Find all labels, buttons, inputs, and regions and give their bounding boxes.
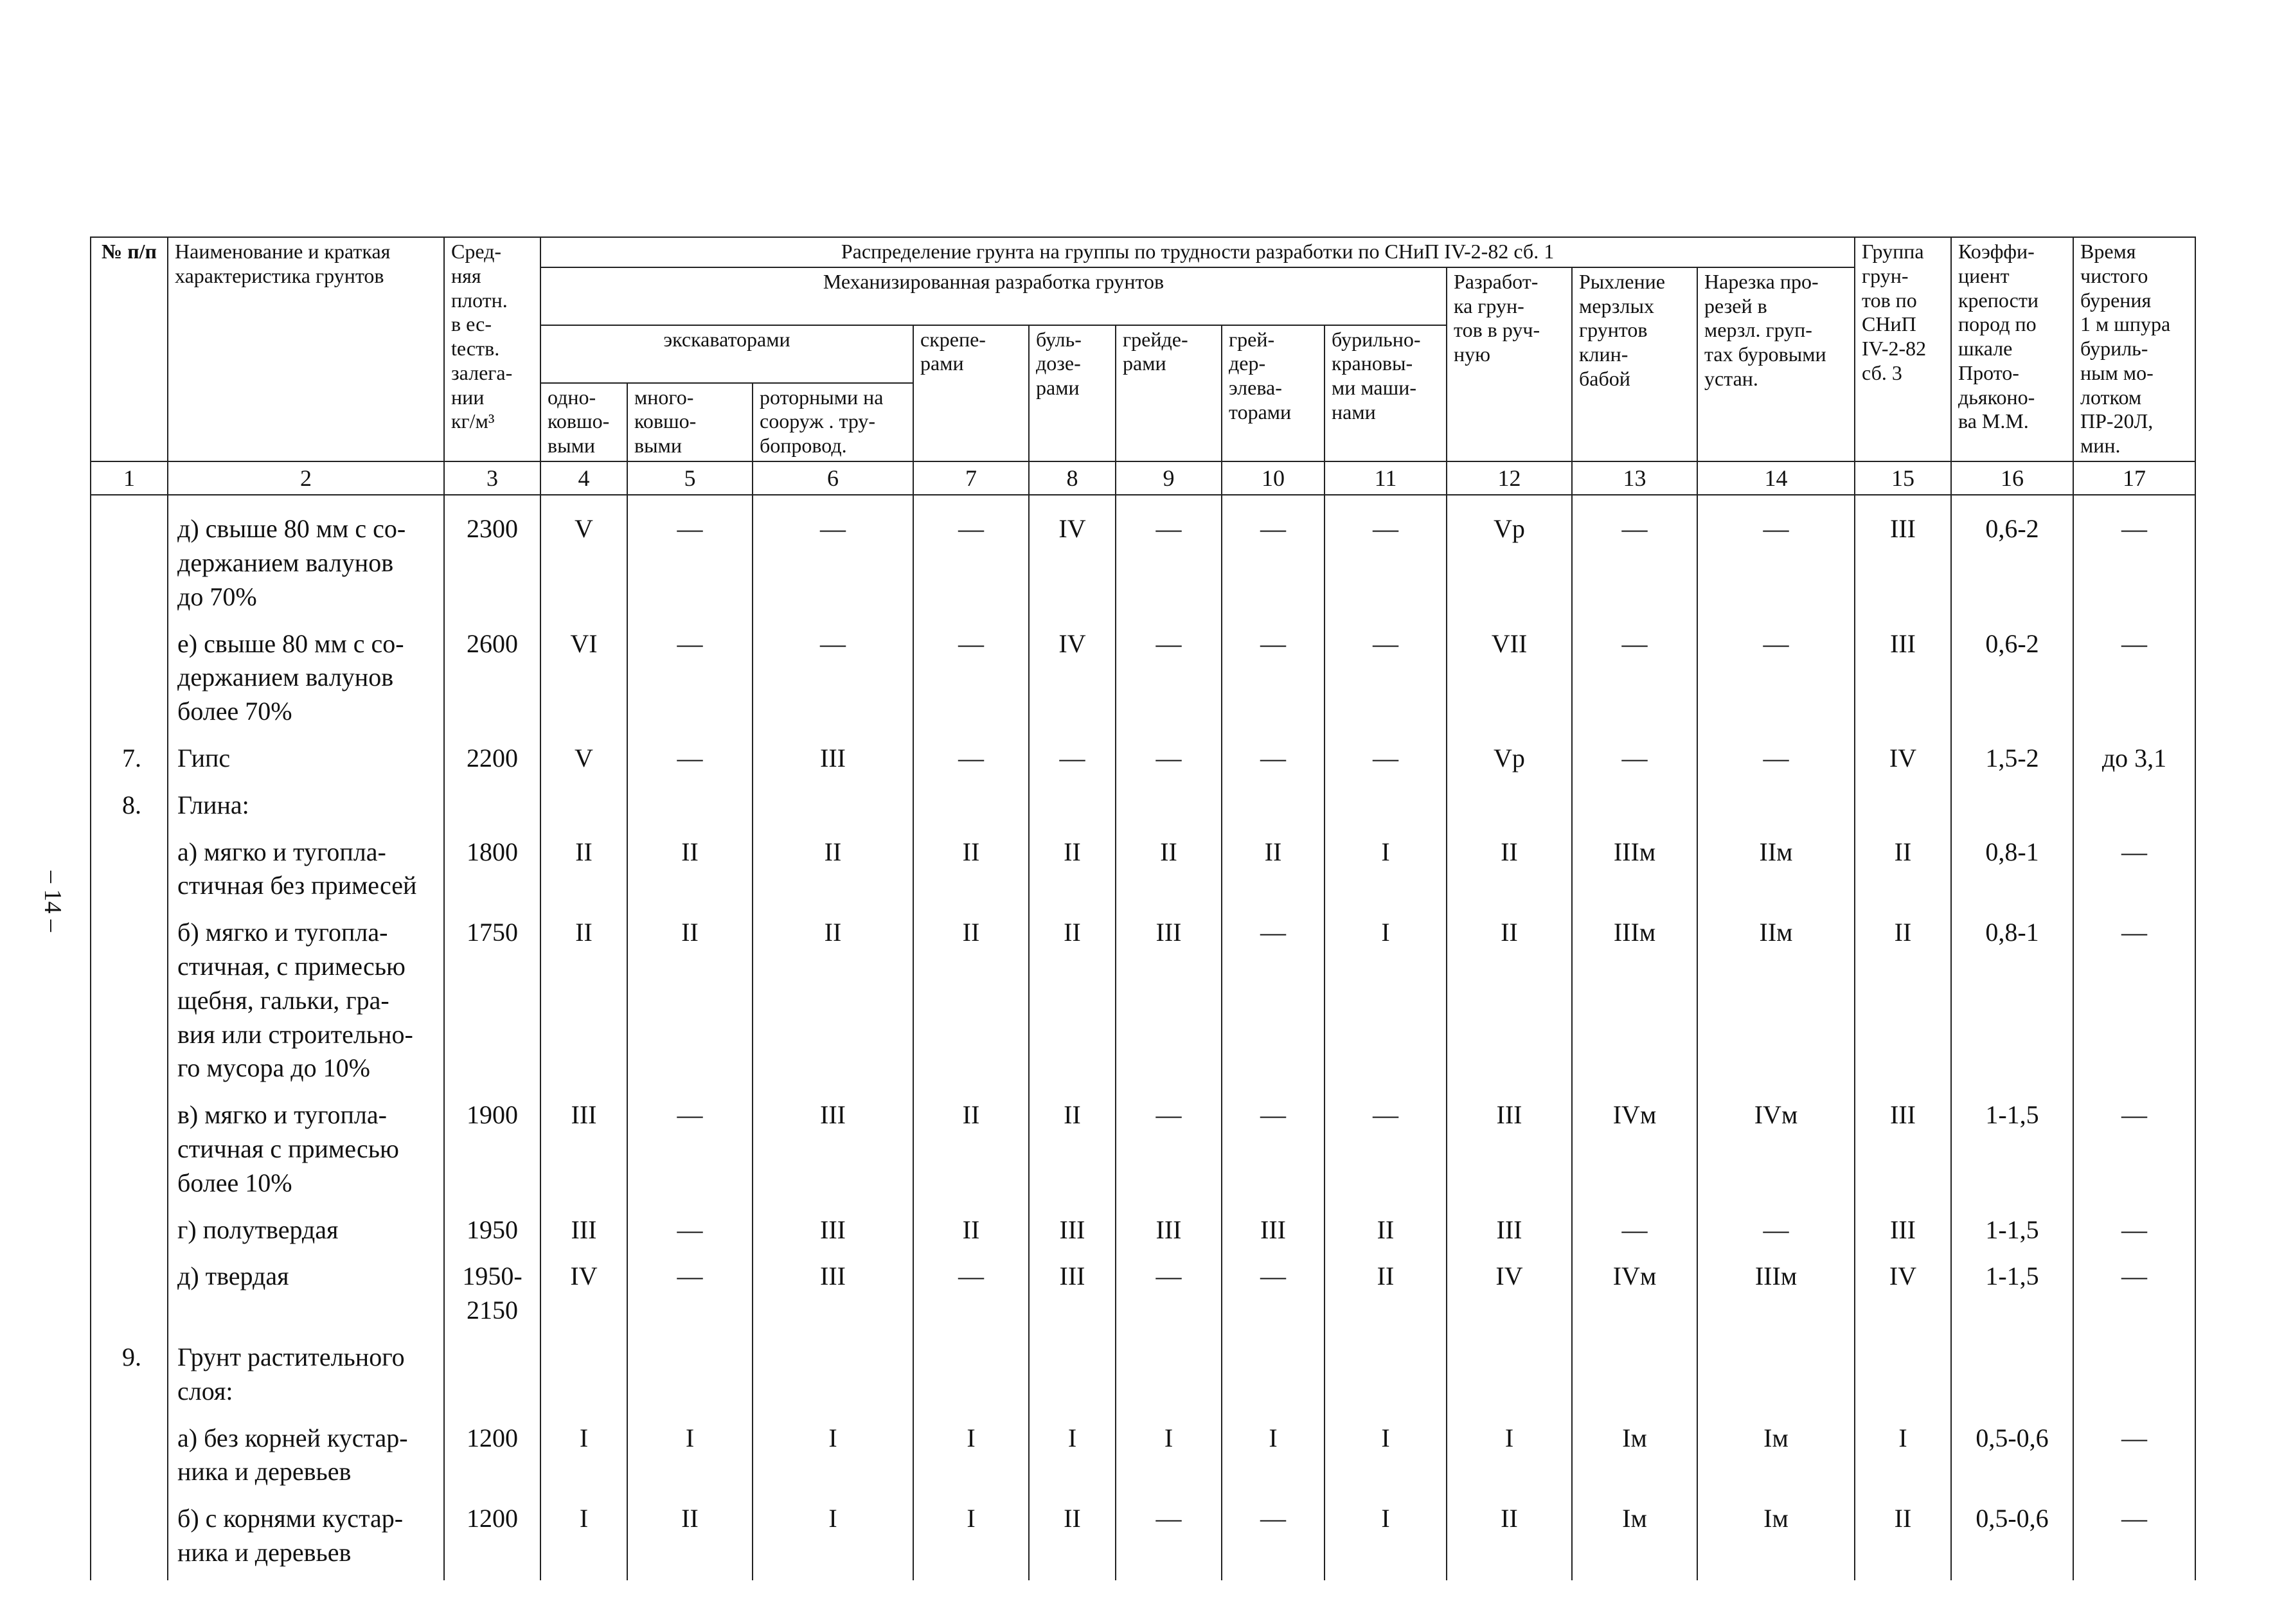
soil-name: а) без корней кустар- ника и деревьев bbox=[168, 1419, 444, 1500]
soil-name: б) с корнями кустар- ника и деревьев bbox=[168, 1499, 444, 1580]
cell-c17: — bbox=[2073, 495, 2195, 624]
cell-c5: — bbox=[627, 625, 753, 739]
cell-c13: IIIм bbox=[1572, 833, 1697, 914]
row-number: 8. bbox=[91, 786, 168, 833]
cell-c4: II bbox=[540, 913, 627, 1096]
column-number: 11 bbox=[1325, 461, 1447, 495]
cell-c15 bbox=[1855, 1338, 1951, 1419]
cell-c11: I bbox=[1325, 913, 1447, 1096]
cell-c15: III bbox=[1855, 1211, 1951, 1258]
cell-c9 bbox=[1116, 1338, 1222, 1419]
density-cell bbox=[444, 1338, 540, 1419]
cell-c8: II bbox=[1029, 833, 1116, 914]
density-cell: 1750 bbox=[444, 913, 540, 1096]
cell-c17: — bbox=[2073, 1211, 2195, 1258]
cell-c8 bbox=[1029, 786, 1116, 833]
header-distribution: Распределение грунта на группы по трудности разработки по СНиП IV-2-82 сб. 1 bbox=[540, 237, 1855, 267]
cell-c15: II bbox=[1855, 833, 1951, 914]
soil-name: в) мягко и тугопла- стичная с примесью более 10% bbox=[168, 1096, 444, 1210]
cell-c14 bbox=[1697, 786, 1855, 833]
cell-c15: III bbox=[1855, 1096, 1951, 1210]
density-cell bbox=[444, 786, 540, 833]
cell-c9: I bbox=[1116, 1419, 1222, 1500]
column-number: 15 bbox=[1855, 461, 1951, 495]
cell-c11 bbox=[1325, 786, 1447, 833]
column-number: 12 bbox=[1447, 461, 1572, 495]
cell-c6: III bbox=[753, 739, 913, 786]
row-number bbox=[91, 625, 168, 739]
cell-c7: — bbox=[913, 495, 1029, 624]
density-cell: 1900 bbox=[444, 1096, 540, 1210]
cell-c16: 0,8-1 bbox=[1951, 833, 2073, 914]
cell-c9: — bbox=[1116, 625, 1222, 739]
cell-c13 bbox=[1572, 786, 1697, 833]
header-single-bucket: одно- ковшо- выми bbox=[540, 383, 627, 461]
cell-c14: — bbox=[1697, 625, 1855, 739]
row-number bbox=[91, 1419, 168, 1500]
cell-c9: II bbox=[1116, 833, 1222, 914]
cell-c12: III bbox=[1447, 1096, 1572, 1210]
column-number: 2 bbox=[168, 461, 444, 495]
cell-c10: II bbox=[1222, 833, 1325, 914]
cell-c4: V bbox=[540, 495, 627, 624]
cell-c12: I bbox=[1447, 1419, 1572, 1500]
cell-c15: I bbox=[1855, 1419, 1951, 1500]
cell-c10 bbox=[1222, 786, 1325, 833]
column-number: 7 bbox=[913, 461, 1029, 495]
density-cell: 1950 bbox=[444, 1211, 540, 1258]
cell-c13: IIIм bbox=[1572, 913, 1697, 1096]
header-density: Сред- няя плотн. в ес- tеств. залега- нии кг/м³ bbox=[444, 237, 540, 461]
cell-c6 bbox=[753, 1338, 913, 1419]
cell-c17: — bbox=[2073, 1096, 2195, 1210]
cell-c6: II bbox=[753, 833, 913, 914]
density-cell: 1200 bbox=[444, 1419, 540, 1500]
column-number: 10 bbox=[1222, 461, 1325, 495]
cell-c10: — bbox=[1222, 1499, 1325, 1580]
cell-c8: II bbox=[1029, 913, 1116, 1096]
cell-c16: 0,8-1 bbox=[1951, 913, 2073, 1096]
cell-c4 bbox=[540, 1338, 627, 1419]
cell-c10: — bbox=[1222, 1096, 1325, 1210]
cell-c15: III bbox=[1855, 495, 1951, 624]
cell-c16: 0,5-0,6 bbox=[1951, 1499, 2073, 1580]
cell-c6: III bbox=[753, 1257, 913, 1338]
cell-c5: — bbox=[627, 1211, 753, 1258]
header-manual: Разработ- ка грун- тов в руч- ную bbox=[1447, 267, 1572, 461]
cell-c6: III bbox=[753, 1211, 913, 1258]
cell-c12: VII bbox=[1447, 625, 1572, 739]
header-graders: грейде- рами bbox=[1116, 325, 1222, 461]
cell-c8: I bbox=[1029, 1419, 1116, 1500]
column-number: 14 bbox=[1697, 461, 1855, 495]
cell-c11: — bbox=[1325, 495, 1447, 624]
cell-c8: III bbox=[1029, 1211, 1116, 1258]
soil-name: а) мягко и тугопла- стичная без примесей bbox=[168, 833, 444, 914]
cell-c8: III bbox=[1029, 1257, 1116, 1338]
cell-c11: — bbox=[1325, 739, 1447, 786]
cell-c17: — bbox=[2073, 1257, 2195, 1338]
cell-c14 bbox=[1697, 1338, 1855, 1419]
cell-c7: II bbox=[913, 1211, 1029, 1258]
cell-c5: I bbox=[627, 1419, 753, 1500]
cell-c5: II bbox=[627, 913, 753, 1096]
header-mechanized: Механизированная разработка грунтов bbox=[540, 267, 1447, 325]
soil-name: е) свыше 80 мм с со- держанием валунов более 70% bbox=[168, 625, 444, 739]
header-no: № п/п bbox=[91, 237, 168, 461]
cell-c14: Iм bbox=[1697, 1499, 1855, 1580]
cell-c12 bbox=[1447, 1338, 1572, 1419]
column-number: 5 bbox=[627, 461, 753, 495]
cell-c6: — bbox=[753, 625, 913, 739]
cell-c16: 1,5-2 bbox=[1951, 739, 2073, 786]
cell-c8: II bbox=[1029, 1499, 1116, 1580]
cell-c10: — bbox=[1222, 739, 1325, 786]
cell-c10: — bbox=[1222, 495, 1325, 624]
cell-c10: — bbox=[1222, 625, 1325, 739]
cell-c16: 1-1,5 bbox=[1951, 1211, 2073, 1258]
cell-c15: IV bbox=[1855, 739, 1951, 786]
cell-c16: 1-1,5 bbox=[1951, 1096, 2073, 1210]
column-number: 1 bbox=[91, 461, 168, 495]
cell-c7: II bbox=[913, 913, 1029, 1096]
column-number: 16 bbox=[1951, 461, 2073, 495]
cell-c10: — bbox=[1222, 913, 1325, 1096]
cell-c11 bbox=[1325, 1338, 1447, 1419]
cell-c17: — bbox=[2073, 833, 2195, 914]
cell-c15: IV bbox=[1855, 1257, 1951, 1338]
cell-c9 bbox=[1116, 786, 1222, 833]
cell-c6: I bbox=[753, 1419, 913, 1500]
cell-c17: до 3,1 bbox=[2073, 739, 2195, 786]
cell-c8: IV bbox=[1029, 495, 1116, 624]
cell-c12: II bbox=[1447, 1499, 1572, 1580]
cell-c5: — bbox=[627, 1096, 753, 1210]
header-rotary: роторными на сооруж . тру- бопровод. bbox=[753, 383, 913, 461]
column-number: 4 bbox=[540, 461, 627, 495]
table-row bbox=[91, 739, 2195, 786]
cell-c7 bbox=[913, 786, 1029, 833]
soil-name: д) твердая bbox=[168, 1257, 444, 1338]
header-excavators: экскаваторами bbox=[540, 325, 913, 383]
cell-c13: — bbox=[1572, 1211, 1697, 1258]
soil-name: д) свыше 80 мм с со- держанием валунов до 70% bbox=[168, 495, 444, 624]
cell-c11: II bbox=[1325, 1211, 1447, 1258]
cell-c4: IV bbox=[540, 1257, 627, 1338]
density-cell: 1950- 2150 bbox=[444, 1257, 540, 1338]
soil-name: Глина: bbox=[168, 786, 444, 833]
cell-c5 bbox=[627, 786, 753, 833]
cell-c13: IVм bbox=[1572, 1257, 1697, 1338]
row-number bbox=[91, 833, 168, 914]
cell-c14: Iм bbox=[1697, 1419, 1855, 1500]
cell-c5: — bbox=[627, 495, 753, 624]
cell-c11: I bbox=[1325, 1419, 1447, 1500]
soil-name: Гипс bbox=[168, 739, 444, 786]
cell-c17 bbox=[2073, 786, 2195, 833]
table-row bbox=[91, 786, 2195, 833]
cell-c6: I bbox=[753, 1499, 913, 1580]
density-cell: 1800 bbox=[444, 833, 540, 914]
table-header bbox=[91, 237, 2195, 495]
density-cell: 2200 bbox=[444, 739, 540, 786]
cell-c10: III bbox=[1222, 1211, 1325, 1258]
header-drill-time: Время чистого бурения 1 м шпура буриль- ным мо- лотком ПР-20Л, мин. bbox=[2073, 237, 2195, 461]
cell-c11: I bbox=[1325, 1499, 1447, 1580]
cell-c9: III bbox=[1116, 913, 1222, 1096]
cell-c12: II bbox=[1447, 833, 1572, 914]
cell-c14: — bbox=[1697, 1211, 1855, 1258]
cell-c14: IVм bbox=[1697, 1096, 1855, 1210]
cell-c12: Vр bbox=[1447, 739, 1572, 786]
cell-c8 bbox=[1029, 1338, 1116, 1419]
cell-c14: IIм bbox=[1697, 833, 1855, 914]
cell-c4: V bbox=[540, 739, 627, 786]
cell-c8: II bbox=[1029, 1096, 1116, 1210]
cell-c7 bbox=[913, 1338, 1029, 1419]
header-frozen-loosening: Рыхление мерзлых грунтов клин- бабой bbox=[1572, 267, 1697, 461]
cell-c9: — bbox=[1116, 1096, 1222, 1210]
row-number bbox=[91, 495, 168, 624]
cell-c17: — bbox=[2073, 1499, 2195, 1580]
cell-c11: II bbox=[1325, 1257, 1447, 1338]
table-row bbox=[91, 1499, 2195, 1580]
cell-c5 bbox=[627, 1338, 753, 1419]
cell-c16: 0,6-2 bbox=[1951, 495, 2073, 624]
cell-c4: III bbox=[540, 1096, 627, 1210]
header-drill-crane: бурильно- крановы- ми маши- нами bbox=[1325, 325, 1447, 461]
cell-c13: — bbox=[1572, 739, 1697, 786]
column-number: 6 bbox=[753, 461, 913, 495]
header-name: Наименование и краткая характеристика грунтов bbox=[168, 237, 444, 461]
cell-c14: — bbox=[1697, 739, 1855, 786]
cell-c12: II bbox=[1447, 913, 1572, 1096]
cell-c5: — bbox=[627, 1257, 753, 1338]
density-cell: 2600 bbox=[444, 625, 540, 739]
header-group-snip: Группа грун- тов по СНиП IV-2-82 сб. 3 bbox=[1855, 237, 1951, 461]
cell-c6: III bbox=[753, 1096, 913, 1210]
cell-c4: I bbox=[540, 1419, 627, 1500]
table-row bbox=[91, 833, 2195, 914]
cell-c17: — bbox=[2073, 625, 2195, 739]
cell-c9: III bbox=[1116, 1211, 1222, 1258]
header-bulldozers: буль- дозе- рами bbox=[1029, 325, 1116, 461]
cell-c10: — bbox=[1222, 1257, 1325, 1338]
header-coefficient: Коэффи- циент крепости пород по шкале Прото- дьяконо- ва М.М. bbox=[1951, 237, 2073, 461]
row-number bbox=[91, 1096, 168, 1210]
cell-c13: IVм bbox=[1572, 1096, 1697, 1210]
cell-c13: — bbox=[1572, 495, 1697, 624]
cell-c8: IV bbox=[1029, 625, 1116, 739]
cell-c9: — bbox=[1116, 495, 1222, 624]
cell-c4: II bbox=[540, 833, 627, 914]
column-number-row bbox=[91, 461, 2195, 495]
column-number: 17 bbox=[2073, 461, 2195, 495]
cell-c9: — bbox=[1116, 1257, 1222, 1338]
cell-c7: I bbox=[913, 1419, 1029, 1500]
cell-c4: VI bbox=[540, 625, 627, 739]
soil-classification-table bbox=[90, 236, 2196, 1580]
cell-c7: — bbox=[913, 1257, 1029, 1338]
header-grader-elevators: грей- дер- элева- торами bbox=[1222, 325, 1325, 461]
cell-c15 bbox=[1855, 786, 1951, 833]
cell-c13 bbox=[1572, 1338, 1697, 1419]
cell-c5: — bbox=[627, 739, 753, 786]
soil-name: г) полутвердая bbox=[168, 1211, 444, 1258]
cell-c11: — bbox=[1325, 625, 1447, 739]
cell-c7: II bbox=[913, 833, 1029, 914]
cell-c6: II bbox=[753, 913, 913, 1096]
density-cell: 1200 bbox=[444, 1499, 540, 1580]
row-number bbox=[91, 913, 168, 1096]
soil-name: б) мягко и тугопла- стичная, с примесью щебня, гальки, гра- вия или строительно- го мусора до 10% bbox=[168, 913, 444, 1096]
cell-c15: II bbox=[1855, 1499, 1951, 1580]
cell-c7: — bbox=[913, 625, 1029, 739]
soil-name: Грунт растительного слоя: bbox=[168, 1338, 444, 1419]
cell-c9: — bbox=[1116, 739, 1222, 786]
cell-c15: II bbox=[1855, 913, 1951, 1096]
table-body bbox=[91, 495, 2195, 1580]
row-number bbox=[91, 1257, 168, 1338]
cell-c16: 0,5-0,6 bbox=[1951, 1419, 2073, 1500]
table-row bbox=[91, 1211, 2195, 1258]
cell-c13: Iм bbox=[1572, 1499, 1697, 1580]
cell-c14: IIм bbox=[1697, 913, 1855, 1096]
cell-c10 bbox=[1222, 1338, 1325, 1419]
cell-c6: — bbox=[753, 495, 913, 624]
table-row bbox=[91, 1419, 2195, 1500]
table-row bbox=[91, 1338, 2195, 1419]
column-number: 3 bbox=[444, 461, 540, 495]
cell-c4 bbox=[540, 786, 627, 833]
cell-c11: — bbox=[1325, 1096, 1447, 1210]
cell-c4: I bbox=[540, 1499, 627, 1580]
column-number: 13 bbox=[1572, 461, 1697, 495]
row-number bbox=[91, 1499, 168, 1580]
density-cell: 2300 bbox=[444, 495, 540, 624]
cell-c7: — bbox=[913, 739, 1029, 786]
header-scrapers: скрепе- рами bbox=[913, 325, 1029, 461]
cell-c12 bbox=[1447, 786, 1572, 833]
cell-c17 bbox=[2073, 1338, 2195, 1419]
row-number: 9. bbox=[91, 1338, 168, 1419]
header-cutting-slots: Нарезка про- резей в мерзл. груп- тах буровыми устан. bbox=[1697, 267, 1855, 461]
cell-c10: I bbox=[1222, 1419, 1325, 1500]
cell-c12: Vр bbox=[1447, 495, 1572, 624]
cell-c15: III bbox=[1855, 625, 1951, 739]
cell-c6 bbox=[753, 786, 913, 833]
table-row bbox=[91, 625, 2195, 739]
header-multi-bucket: много- ковшо- выми bbox=[627, 383, 753, 461]
table-row bbox=[91, 495, 2195, 624]
cell-c16: 1-1,5 bbox=[1951, 1257, 2073, 1338]
cell-c16 bbox=[1951, 786, 2073, 833]
column-number: 8 bbox=[1029, 461, 1116, 495]
cell-c17: — bbox=[2073, 913, 2195, 1096]
cell-c14: — bbox=[1697, 495, 1855, 624]
cell-c5: II bbox=[627, 833, 753, 914]
page-number: – 14 – bbox=[39, 871, 66, 932]
table-row bbox=[91, 1096, 2195, 1210]
cell-c8: — bbox=[1029, 739, 1116, 786]
cell-c16 bbox=[1951, 1338, 2073, 1419]
cell-c13: — bbox=[1572, 625, 1697, 739]
cell-c9: — bbox=[1116, 1499, 1222, 1580]
table-row bbox=[91, 913, 2195, 1096]
cell-c4: III bbox=[540, 1211, 627, 1258]
table-row bbox=[91, 1257, 2195, 1338]
cell-c12: IV bbox=[1447, 1257, 1572, 1338]
cell-c16: 0,6-2 bbox=[1951, 625, 2073, 739]
column-number: 9 bbox=[1116, 461, 1222, 495]
cell-c7: I bbox=[913, 1499, 1029, 1580]
row-number: 7. bbox=[91, 739, 168, 786]
cell-c13: Iм bbox=[1572, 1419, 1697, 1500]
cell-c12: III bbox=[1447, 1211, 1572, 1258]
cell-c7: II bbox=[913, 1096, 1029, 1210]
cell-c14: IIIм bbox=[1697, 1257, 1855, 1338]
cell-c17: — bbox=[2073, 1419, 2195, 1500]
cell-c5: II bbox=[627, 1499, 753, 1580]
row-number bbox=[91, 1211, 168, 1258]
cell-c11: I bbox=[1325, 833, 1447, 914]
